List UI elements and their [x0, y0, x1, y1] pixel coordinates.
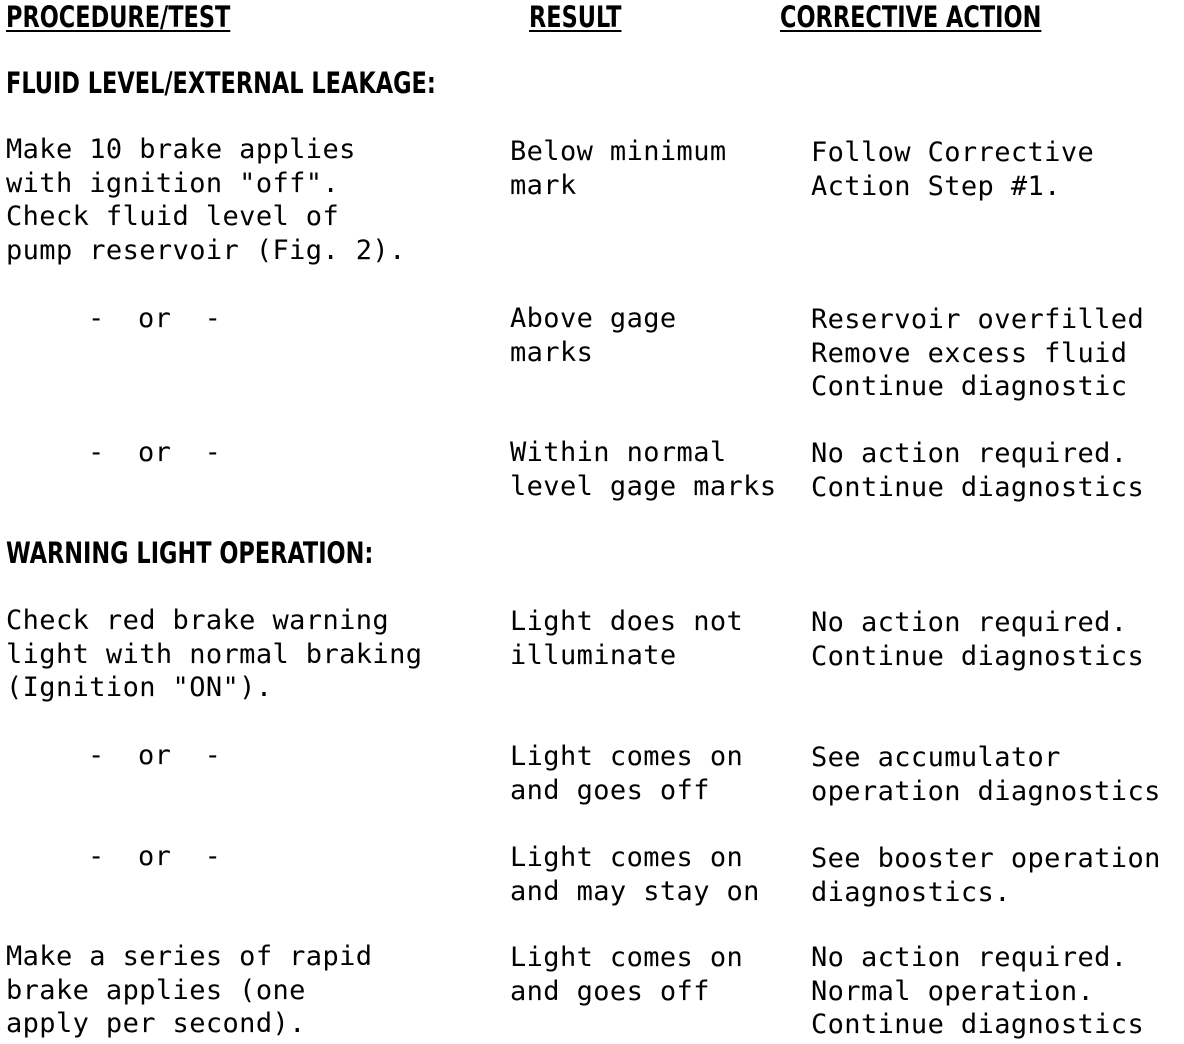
- row-procedure: Make a series of rapid brake applies (one apply per second).: [6, 941, 373, 1039]
- row-or-separator: - or -: [88, 841, 222, 872]
- row-result: Light comes on and may stay on: [510, 842, 760, 907]
- row-corrective-action: No action required. Normal operation. Continue diagnostics: [811, 942, 1145, 1040]
- header-corrective-action: CORRECTIVE ACTION: [780, 0, 1042, 34]
- row-result: Above gage marks: [510, 303, 677, 368]
- row-procedure: Make 10 brake applies with ignition "off". Check fluid level of pump reservoir (Fig. 2).: [6, 134, 406, 266]
- row-result: Within normal level gage marks: [510, 437, 777, 502]
- row-corrective-action: Follow Corrective Action Step #1.: [811, 137, 1095, 202]
- row-corrective-action: Reservoir overfilled Remove excess fluid Continue diagnostic: [811, 304, 1145, 402]
- row-or-separator: - or -: [88, 437, 222, 468]
- row-or-separator: - or -: [88, 303, 222, 334]
- row-corrective-action: See booster operation diagnostics.: [811, 843, 1161, 908]
- header-procedure-test: PROCEDURE/TEST: [6, 0, 231, 34]
- row-corrective-action: No action required. Continue diagnostics: [811, 607, 1145, 672]
- row-result: Light does not illuminate: [510, 606, 744, 671]
- row-corrective-action: See accumulator operation diagnostics: [811, 742, 1161, 807]
- section-title-warning-light: WARNING LIGHT OPERATION:: [6, 536, 374, 570]
- row-or-separator: - or -: [88, 740, 222, 771]
- row-result: Light comes on and goes off: [510, 942, 744, 1007]
- row-result: Light comes on and goes off: [510, 741, 744, 806]
- section-title-fluid-level: FLUID LEVEL/EXTERNAL LEAKAGE:: [6, 66, 436, 100]
- row-corrective-action: No action required. Continue diagnostics: [811, 438, 1145, 503]
- row-result: Below minimum mark: [510, 136, 727, 201]
- header-result: RESULT: [529, 0, 622, 34]
- row-procedure: Check red brake warning light with normal braking (Ignition "ON").: [6, 605, 423, 703]
